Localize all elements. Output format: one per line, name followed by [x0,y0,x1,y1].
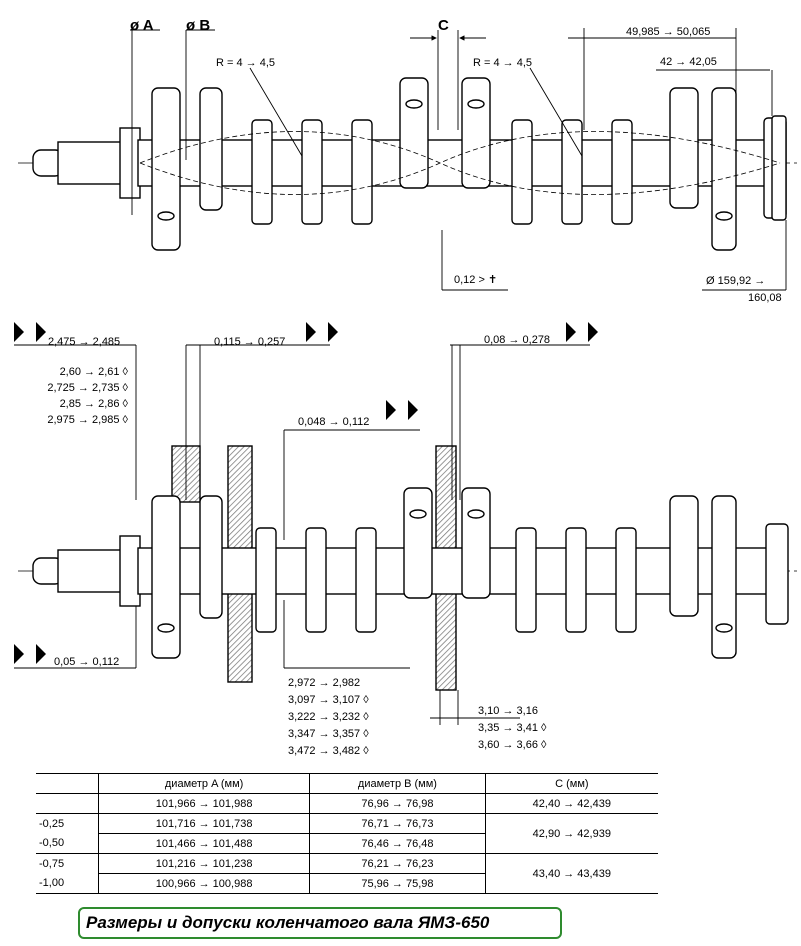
washer-thickness: 2,60 → 2,61 ◊ [59,366,128,378]
thrust-ring-thickness: 3,35 → 3,41 ◊ [478,722,547,734]
thrust-ring-thickness: 3,60 → 3,66 ◊ [478,739,547,751]
thrust-ring-list [478,705,546,751]
diameter-a-cell: 101,966 → 101,988 [99,794,310,814]
label-diameter-a: ø A [130,17,154,34]
diameter-b-cell: 76,46 → 76,48 [310,834,485,854]
flange-diameter-min: Ø 159,92 → [706,275,766,287]
table-row [36,794,658,814]
flange-diameter-max: 160,08 [748,292,782,304]
table-header-cell: C (мм) [485,774,658,794]
size-cell [36,794,99,814]
table-header-cell [36,774,99,794]
washer-thickness: 2,85 → 2,86 ◊ [59,398,128,410]
repair-size-table [36,773,658,894]
radius-left: R = 4 → 4,5 [216,57,276,69]
table-header-row [36,774,658,794]
size-cell: -1,00 [36,874,99,894]
washer-thickness: 2,725 → 2,735 ◊ [47,382,128,394]
dim-radial-clearance: 0,048 → 0,112 [298,416,370,428]
liner-thickness: 3,097 → 3,107 ◊ [288,694,369,706]
c-cell: 43,40 → 43,439 [485,854,658,894]
diameter-a-cell: 100,966 → 100,988 [99,874,310,894]
size-cell: -0,25 [39,817,65,830]
liner-thickness: 3,472 → 3,482 ◊ [288,745,369,757]
dim-side-clearance: 0,08 → 0,278 [484,334,551,346]
diameter-a-cell: 101,466 → 101,488 [99,834,310,854]
top-crankshaft [18,78,800,250]
caption-text: Размеры и допуски коленчатого вала ЯМЗ-650 [86,913,490,932]
liner-thickness-list [288,677,369,757]
table-row [36,814,658,834]
washer-thickness: 2,975 → 2,985 ◊ [47,414,128,426]
liner-thickness: 3,347 → 3,357 ◊ [288,728,369,740]
diameter-a-cell: 101,716 → 101,738 [99,814,310,834]
diameter-b-cell: 76,21 → 76,23 [310,854,485,874]
dim-thrust-width: 2,475 → 2,485 [48,336,121,348]
label-c: C [438,17,449,34]
diameter-b-cell: 75,96 → 75,98 [310,874,485,894]
table-header-cell: диаметр B (мм) [310,774,485,794]
caption-box [78,907,562,939]
bottom-crankshaft [18,446,800,690]
liner-thickness: 3,222 → 3,232 ◊ [288,711,369,723]
runout-tolerance: 0,12 > ✝ [454,274,498,286]
c-cell: 42,90 → 42,939 [485,814,658,854]
c-cell: 42,40 → 42,439 [485,794,658,814]
washer-thickness-list [30,366,128,426]
radius-right: R = 4 → 4,5 [473,57,533,69]
size-cell: -0,50 [36,834,99,854]
label-diameter-b: ø B [186,17,211,34]
diameter-b-cell: 76,71 → 76,73 [310,814,485,834]
table-row [36,854,658,874]
diameter-b-cell: 76,96 → 76,98 [310,794,485,814]
liner-thickness: 2,972 → 2,982 [288,677,361,689]
thrust-ring-thickness: 3,10 → 3,16 [478,705,538,717]
dim-axial-clearance: 0,115 → 0,257 [214,336,286,348]
table-header-cell: диаметр A (мм) [99,774,310,794]
diameter-a-cell: 101,216 → 101,238 [99,854,310,874]
size-cell: -0,75 [39,857,65,870]
dim-journal-length: 49,985 → 50,065 [626,26,711,38]
dim-flange-width: 42 → 42,05 [660,56,717,68]
dim-bush-clearance: 0,05 → 0,112 [54,656,120,668]
